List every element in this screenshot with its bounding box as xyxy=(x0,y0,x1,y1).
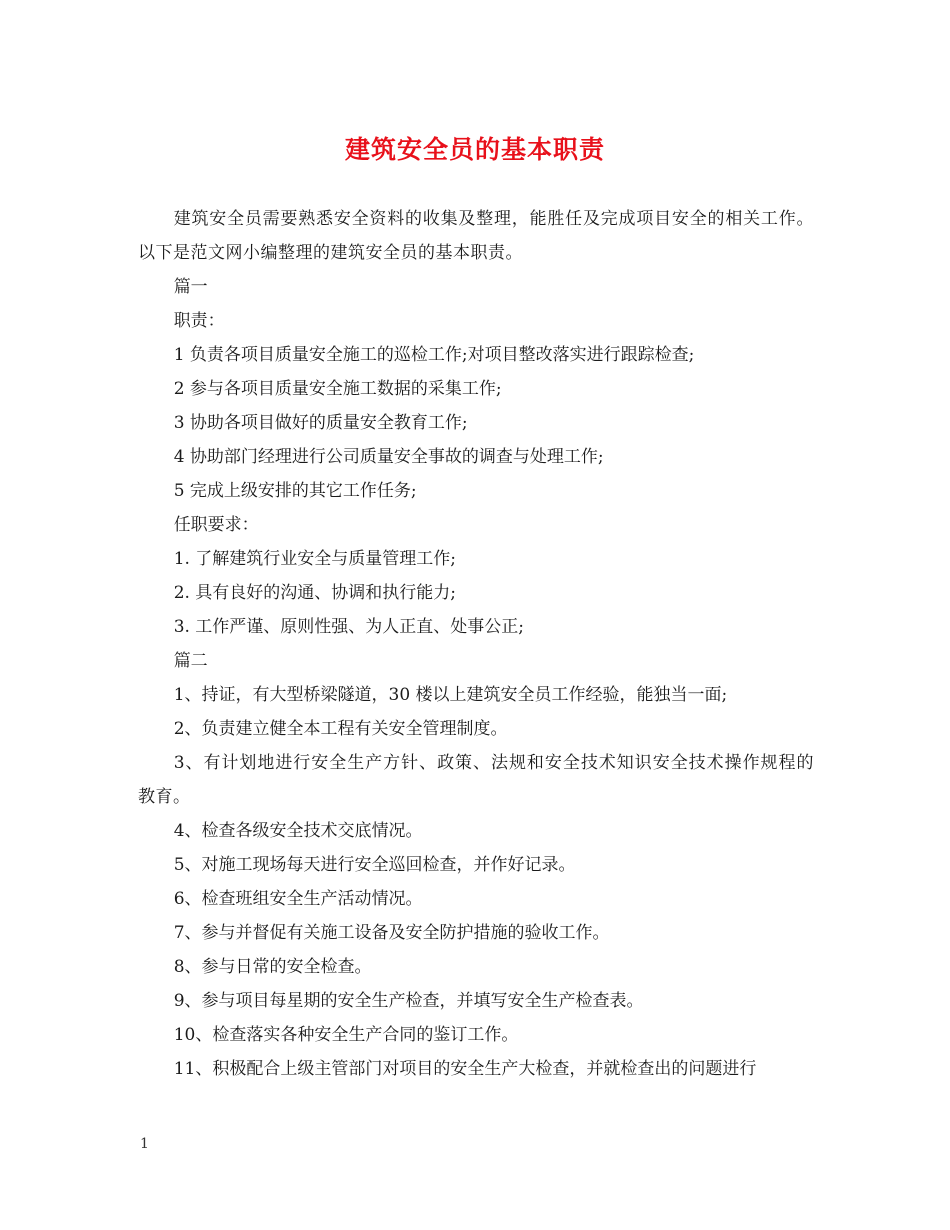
section-heading-1: 篇一 xyxy=(173,277,208,297)
duty-item: 1 负责各项目质量安全施工的巡检工作;对项目整改落实进行跟踪检查; xyxy=(173,345,695,365)
list-item: 11、积极配合上级主管部门对项目的安全生产大检查，并就检查出的问题进行 xyxy=(173,1059,757,1079)
list-item: 9、参与项目每星期的安全生产检查，并填写安全生产检查表。 xyxy=(173,991,644,1011)
list-item: 8、参与日常的安全检查。 xyxy=(173,957,372,977)
document-title: 建筑安全员的基本职责 xyxy=(344,135,605,164)
page-number: 1 xyxy=(140,1136,149,1152)
list-item: 4、检查各级安全技术交底情况。 xyxy=(173,821,423,841)
requirement-item: 1. 了解建筑行业安全与质量管理工作; xyxy=(173,549,457,569)
section-heading-2: 篇二 xyxy=(173,651,208,671)
document-body xyxy=(138,202,814,1086)
list-item: 5、对施工现场每天进行安全巡回检查，并作好记录。 xyxy=(173,855,576,875)
duty-item: 4 协助部门经理进行公司质量安全事故的调查与处理工作; xyxy=(173,447,604,467)
list-item: 2、负责建立健全本工程有关安全管理制度。 xyxy=(173,719,508,739)
duty-item: 5 完成上级安排的其它工作任务; xyxy=(173,481,417,501)
intro-paragraph: 建筑安全员需要熟悉安全资料的收集及整理，能胜任及完成项目安全的相关工作。以下是范文网小编整理的建筑安全员的基本职责。 xyxy=(138,209,814,263)
duty-item: 2 参与各项目质量安全施工数据的采集工作; xyxy=(173,379,502,399)
list-item: 1、持证，有大型桥梁隧道，30 楼以上建筑安全员工作经验，能独当一面; xyxy=(173,685,728,705)
duty-item: 3 协助各项目做好的质量安全教育工作; xyxy=(173,413,468,433)
duties-heading: 职责： xyxy=(173,311,225,331)
list-item: 3、有计划地进行安全生产方针、政策、法规和安全技术知识安全技术操作规程的教育。 xyxy=(138,753,814,807)
requirement-item: 3. 工作严谨、原则性强、为人正直、处事公正; xyxy=(173,617,525,637)
requirements-heading: 任职要求： xyxy=(173,515,259,535)
list-item: 10、检查落实各种安全生产合同的鉴订工作。 xyxy=(173,1025,519,1045)
list-item: 7、参与并督促有关施工设备及安全防护措施的验收工作。 xyxy=(173,923,610,943)
list-item: 6、检查班组安全生产活动情况。 xyxy=(173,889,423,909)
requirement-item: 2. 具有良好的沟通、协调和执行能力; xyxy=(173,583,457,603)
